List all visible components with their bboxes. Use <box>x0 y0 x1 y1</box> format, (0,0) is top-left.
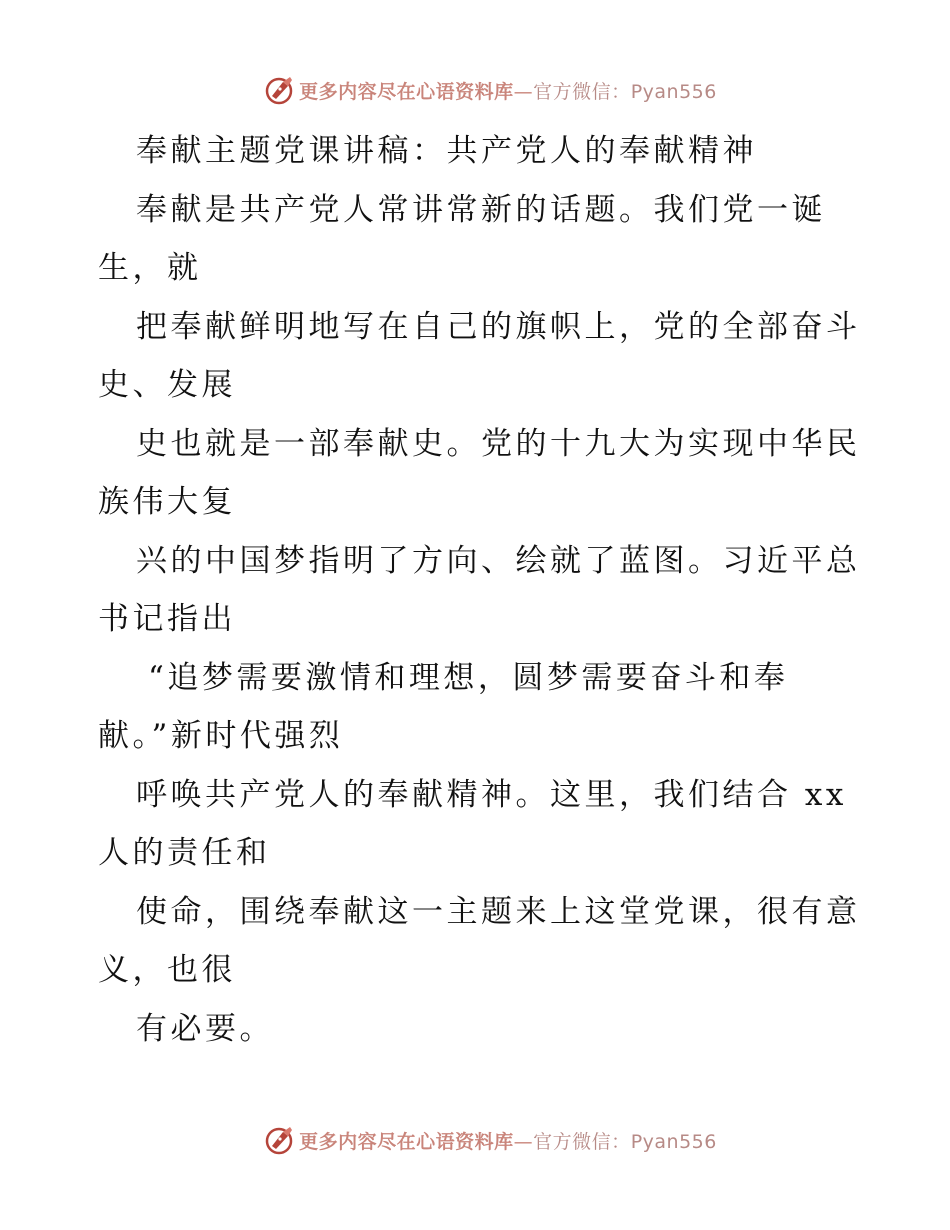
header-banner-text <box>299 77 717 104</box>
header-wechat-id: Pyan556 <box>630 80 717 103</box>
footer-wechat-id: Pyan556 <box>630 1130 717 1153</box>
paragraph-line: 义，也很 <box>98 952 236 988</box>
footer-separator: — <box>513 1130 534 1153</box>
paragraph-line: 人的责任和 <box>98 835 271 871</box>
header-banner <box>0 70 950 110</box>
paragraph-line: “追梦需要激情和理想，圆梦需要奋斗和奉 <box>148 659 789 696</box>
paragraph-line: 史也就是一部奉献史。党的十九大为实现中华民 <box>136 425 861 462</box>
paragraph-line: 使命，围绕奉献这一主题来上这堂党课，很有意 <box>136 893 861 930</box>
document-body <box>98 122 861 1058</box>
paragraph-line: 献。”新时代强烈 <box>98 718 344 754</box>
footer-banner <box>0 1120 950 1160</box>
paragraph-line: 有必要。 <box>136 1010 274 1047</box>
paragraph-line: 奉献是共产党人常讲常新的话题。我们党一诞 <box>136 191 826 228</box>
footer-brand-text: 更多内容尽在心语资料库 <box>299 1130 514 1153</box>
paragraph-line: 兴的中国梦指明了方向、绘就了蓝图。习近平总 <box>136 542 861 579</box>
document-title: 奉献主题党课讲稿：共产党人的奉献精神 <box>136 133 757 169</box>
paragraph-line: 史、发展 <box>98 367 236 403</box>
pen-nib-logo-icon <box>263 1124 295 1156</box>
header-banner-content <box>263 74 717 106</box>
paragraph-line: 生，就 <box>98 250 202 286</box>
footer-banner-content <box>263 1124 717 1156</box>
header-wechat-label: 官方微信： <box>533 80 631 103</box>
footer-banner-text <box>299 1127 717 1154</box>
footer-wechat-label: 官方微信： <box>533 1130 631 1153</box>
header-brand-text: 更多内容尽在心语资料库 <box>299 80 514 103</box>
paragraph-line: 书记指出 <box>98 601 236 637</box>
pen-nib-logo-icon <box>263 74 295 106</box>
paragraph-line: 呼唤共产党人的奉献精神。这里，我们结合 xx <box>136 776 847 813</box>
paragraph-line: 族伟大复 <box>98 484 236 520</box>
header-separator: — <box>513 80 534 103</box>
paragraph-line: 把奉献鲜明地写在自己的旗帜上，党的全部奋斗 <box>136 308 861 345</box>
